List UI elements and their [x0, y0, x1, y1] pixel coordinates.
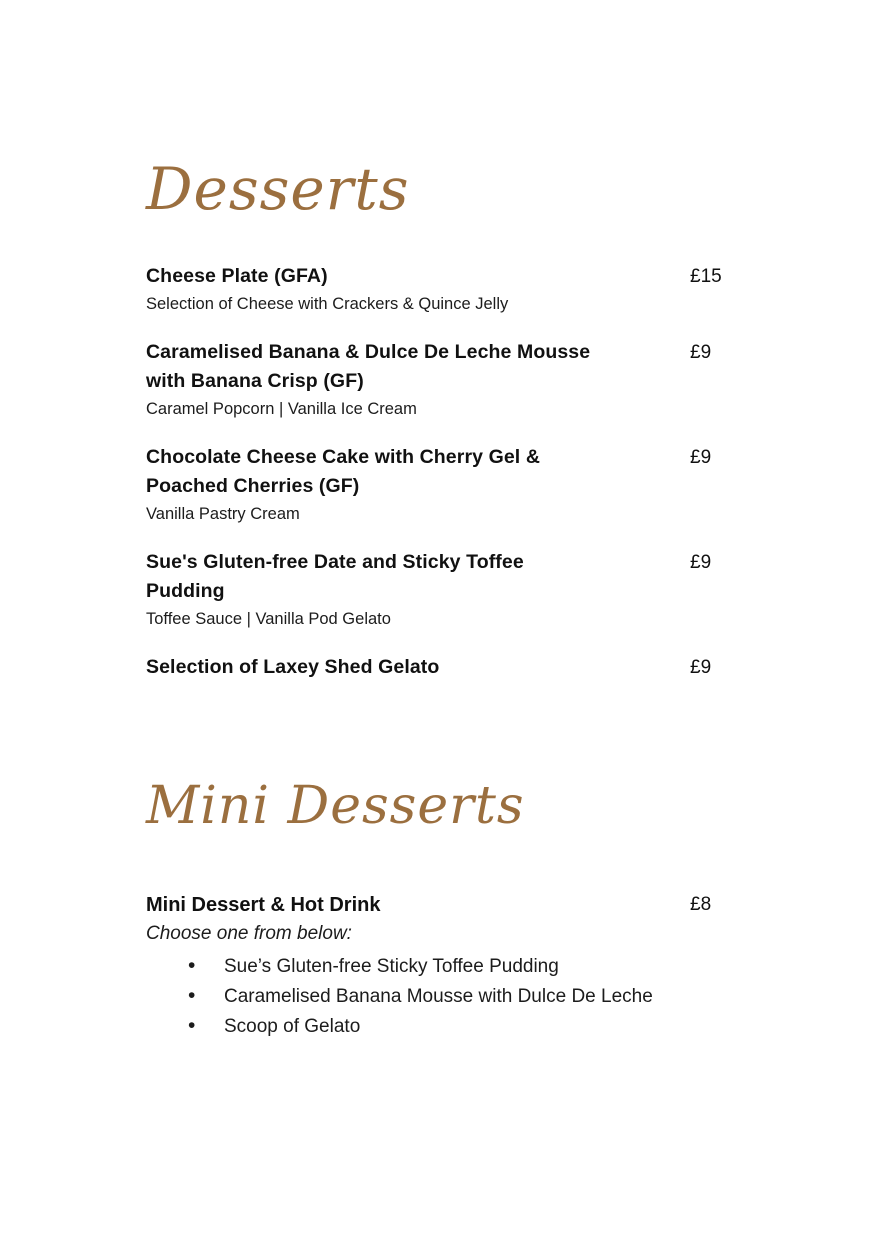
menu-item-price: £9 — [690, 552, 712, 573]
mini-dessert-choice-list — [146, 952, 746, 1042]
menu-item-description: Toffee Sauce | Vanilla Pod Gelato — [146, 610, 391, 628]
menu-item-row — [146, 443, 746, 501]
menu-item — [146, 262, 746, 316]
menu-item-price: £9 — [690, 342, 712, 363]
menu-item-row — [146, 548, 746, 606]
mini-dessert-name: Mini Dessert & Hot Drink — [146, 894, 381, 916]
list-item: • Sue’s Gluten-free Sticky Toffee Pudding — [188, 952, 746, 982]
menu-item-description: Vanilla Pastry Cream — [146, 505, 300, 523]
menu-item-price: £15 — [690, 266, 722, 287]
menu-item-row — [146, 338, 746, 396]
menu-item — [146, 548, 746, 631]
mini-dessert-row — [146, 890, 746, 920]
menu-item-row — [146, 262, 746, 291]
menu-item-name: Selection of Laxey Shed Gelato — [146, 656, 440, 678]
menu-item — [146, 338, 746, 421]
menu-item-name: Cheese Plate (GFA) — [146, 265, 328, 287]
list-item: • Scoop of Gelato — [188, 1012, 746, 1042]
menu-item-name: Sue's Gluten-free Date and Sticky Toffee Pudding — [146, 551, 524, 602]
menu-item-name: Chocolate Cheese Cake with Cherry Gel & Poached Cherries (GF) — [146, 446, 541, 497]
menu-item — [146, 653, 746, 682]
mini-desserts-item — [146, 890, 746, 1042]
menu-item — [146, 443, 746, 526]
menu-item-description: Caramel Popcorn | Vanilla Ice Cream — [146, 400, 417, 418]
menu-item-name: Caramelised Banana & Dulce De Leche Mousse with Banana Crisp (GF) — [146, 341, 591, 392]
list-item: • Caramelised Banana Mousse with Dulce De Leche — [188, 982, 746, 1012]
desserts-section-heading: Desserts — [146, 155, 410, 223]
mini-dessert-price: £8 — [690, 894, 712, 915]
menu-item-row — [146, 653, 746, 682]
menu-item-description: Selection of Cheese with Crackers & Quince Jelly — [146, 295, 509, 313]
desserts-item-list — [146, 262, 746, 704]
menu-item-price: £9 — [690, 657, 712, 678]
menu-item-price: £9 — [690, 447, 712, 468]
mini-dessert-subtitle: Choose one from below: — [146, 923, 352, 944]
mini-desserts-section-heading: Mini Desserts — [146, 776, 525, 836]
